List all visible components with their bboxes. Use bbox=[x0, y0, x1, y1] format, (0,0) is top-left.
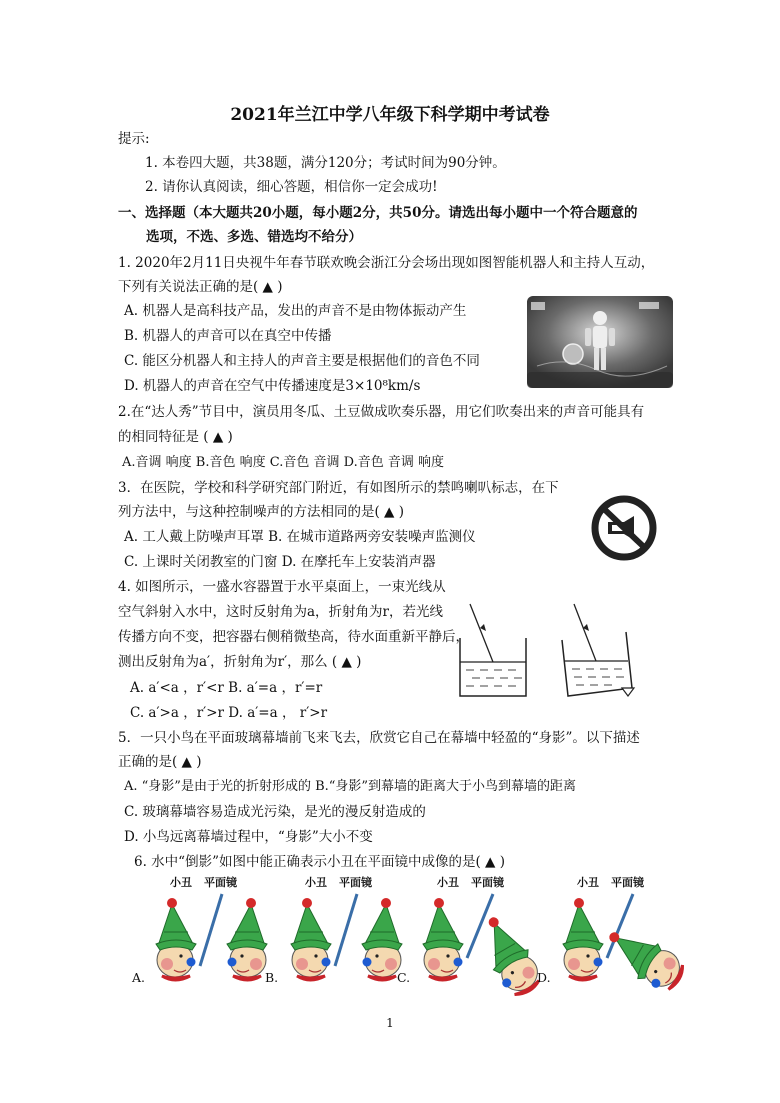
mirror-label: 平面镜 bbox=[339, 876, 372, 889]
clown-label: 小丑 bbox=[305, 876, 327, 889]
mirror-line bbox=[467, 894, 493, 958]
question-5-option-c: C. 玻璃幕墙容易造成光污染，是光的漫反射造成的 bbox=[124, 804, 426, 820]
robot-stage-photo bbox=[527, 296, 673, 388]
clown-mirror-drawing bbox=[557, 888, 687, 996]
clown-label: 小丑 bbox=[437, 876, 459, 889]
tip-item: 1. 本卷四大题，共38题，满分120分；考试时间为90分钟。 bbox=[145, 155, 506, 171]
question-2-stem-cont: 的相同特征是 ( ▲ ) bbox=[118, 429, 233, 445]
question-5-stem-cont: 正确的是( ▲ ) bbox=[118, 754, 202, 770]
question-1-stem: 1. 2020年2月11日央视牛年春节联欢晚会浙江分会场出现如图智能机器人和主持人互动， bbox=[118, 255, 655, 271]
question-2-stem: 2.在“达人秀”节目中，演员用冬瓜、土豆做成吹奏乐器，用它们吹奏出来的声音可能具有 bbox=[118, 404, 645, 420]
clown-panel-a bbox=[132, 874, 280, 994]
question-4-stem-4: 测出反射角为a′，折射角为r′，那么 ( ▲ ) bbox=[118, 654, 362, 670]
mirror-line bbox=[335, 894, 357, 966]
clown-panel-b bbox=[265, 874, 415, 994]
no-honking-sign-icon bbox=[590, 494, 658, 562]
clown-label: 小丑 bbox=[577, 876, 599, 889]
clown-image bbox=[598, 921, 687, 996]
question-4-options-cd: C. a′>a ，r′>r D. a′=a ， r′>r bbox=[130, 705, 328, 721]
clown-panel-c bbox=[397, 874, 547, 994]
question-3-options-ab: A. 工人戴上防噪声耳罩 B. 在城市道路两旁安装噪声监测仪 bbox=[124, 529, 476, 545]
question-2-options: A.音调 响度 B.音色 响度 C.音色 音调 D.音色 音调 响度 bbox=[122, 455, 444, 470]
question-3-options-cd: C. 上课时关闭教室的门窗 D. 在摩托车上安装消声器 bbox=[124, 554, 436, 570]
section-heading: 一、选择题（本大题共20小题，每小题2分，共50分。请选出每小题中一个符合题意的 bbox=[118, 205, 638, 221]
question-1-option-a: A. 机器人是高科技产品，发出的声音不是由物体振动产生 bbox=[124, 303, 467, 319]
clown-object bbox=[156, 898, 196, 980]
question-4-stem-3: 传播方向不变，把容器右侧稍微垫高，待水面重新平静后， bbox=[118, 629, 469, 645]
option-letter: D. bbox=[537, 970, 551, 985]
mirror-label: 平面镜 bbox=[471, 876, 504, 889]
option-letter: A. bbox=[132, 970, 146, 985]
tip-item: 2. 请你认真阅读，细心答题，相信你一定会成功! bbox=[145, 179, 438, 195]
clown-mirror-drawing bbox=[417, 888, 547, 996]
clown-object bbox=[423, 898, 463, 980]
tips-label: 提示: bbox=[118, 131, 150, 147]
clown-mirror-drawing bbox=[150, 888, 280, 996]
water-container-figure bbox=[450, 598, 650, 702]
question-6-stem: 6. 水中“倒影”如图中能正确表示小丑在平面镜中成像的是( ▲ ) bbox=[134, 854, 505, 870]
question-3-stem: 3．在医院，学校和科学研究部门附近，有如图所示的禁鸣喇叭标志，在下 bbox=[118, 480, 559, 496]
question-1-option-d: D. 机器人的声音在空气中传播速度是3×10⁸km/s bbox=[124, 378, 421, 394]
question-3-stem-cont: 列方法中，与这种控制噪声的方法相同的是( ▲ ) bbox=[118, 504, 404, 520]
clown-object bbox=[291, 898, 331, 980]
clown-label: 小丑 bbox=[170, 876, 192, 889]
question-1-stem-cont: 下列有关说法正确的是( ▲ ) bbox=[118, 279, 283, 295]
clown-image bbox=[362, 898, 402, 980]
question-5-option-d: D. 小鸟远离幕墙过程中，“身影”大小不变 bbox=[124, 829, 373, 845]
question-5-stem: 5．一只小鸟在平面玻璃幕墙前飞来飞去，欣赏它自己在幕墙中轻盈的“身影”。以下描述 bbox=[118, 730, 640, 746]
clown-object bbox=[563, 898, 603, 980]
mirror-label: 平面镜 bbox=[204, 876, 237, 889]
question-5-options-ab: A. “身影”是由于光的折射形成的 B.“身影”到幕墙的距离大于小鸟到幕墙的距离 bbox=[124, 779, 577, 794]
question-4-options-ab: A. a′<a ，r′<r B. a′=a ，r′=r bbox=[130, 680, 323, 696]
clown-mirror-drawing bbox=[285, 888, 415, 996]
option-letter: C. bbox=[397, 970, 411, 985]
question-1-option-c: C. 能区分机器人和主持人的声音主要是根据他们的音色不同 bbox=[124, 353, 480, 369]
mirror-line bbox=[200, 894, 222, 966]
question-4-stem-2: 空气斜射入水中，这时反射角为a，折射角为r，若光线 bbox=[118, 604, 444, 620]
option-letter: B. bbox=[265, 970, 279, 985]
clown-panel-d bbox=[537, 874, 687, 994]
question-4-stem: 4. 如图所示，一盛水容器置于水平桌面上，一束光线从 bbox=[118, 579, 446, 595]
mirror-label: 平面镜 bbox=[611, 876, 644, 889]
clown-image bbox=[227, 898, 267, 980]
section-heading-cont: 选项，不选、多选、错选均不给分） bbox=[146, 229, 362, 245]
question-1-option-b: B. 机器人的声音可以在真空中传播 bbox=[124, 328, 332, 344]
page-title: 2021年兰江中学八年级下科学期中考试卷 bbox=[230, 105, 550, 125]
page-number: 1 bbox=[386, 1016, 394, 1030]
